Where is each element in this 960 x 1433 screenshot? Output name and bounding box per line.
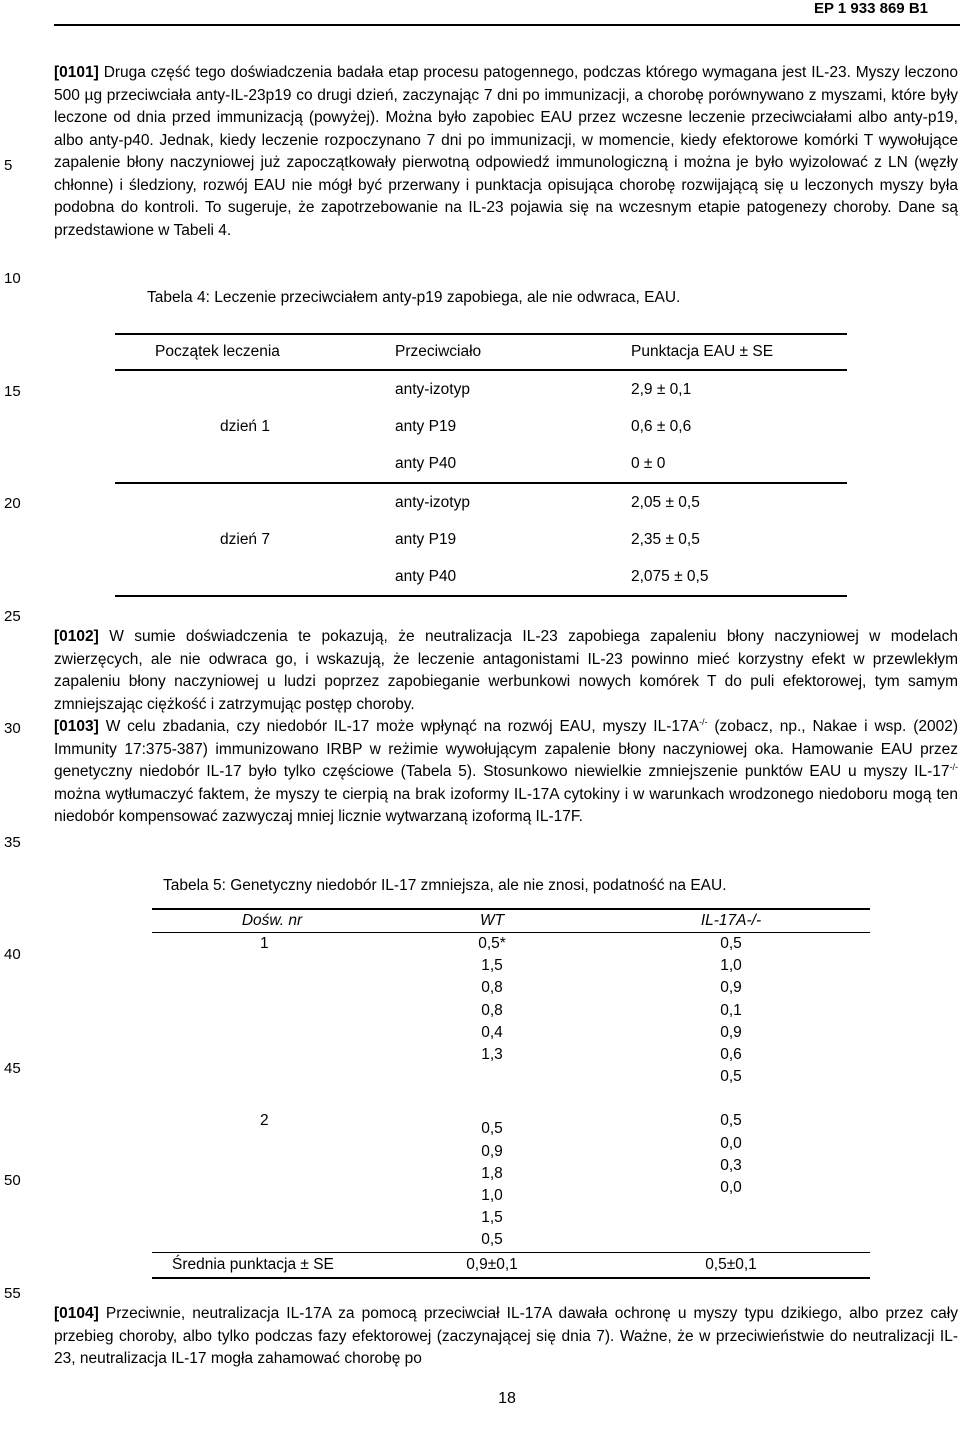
summary-ko: 0,5±0,1 — [592, 1252, 870, 1278]
wt-values: 0,5 0,9 1,8 1,0 1,5 0,5 — [481, 1120, 503, 1249]
score-cell: 2,9 ± 0,1 — [631, 380, 692, 398]
paragraph-number: [0101] — [54, 64, 99, 81]
column-header: WT — [392, 909, 592, 933]
superscript: -/- — [698, 716, 708, 727]
paragraph-text: W sumie doświadczenia te pokazują, że neutralizacja IL-23 zapobiega zapaleniu błony naczyniowej w modelach zwierzęcych, ale nie odwraca go, i wskazują, że leczenie antagonistami IL-23 powinno mieć korzystny efekt w przewlekłym zapaleniu błony naczyniowej u ludzi poprzez zapobieganie werbunkowi nowych komórek T do puli efektorowej, tym samym zmniejszając ciężkość i zatrzymując postęp choroby. — [54, 628, 958, 713]
superscript: -/- — [949, 761, 958, 772]
paragraph-text: (zobacz, np., Nakae i wsp. (2002) Immunity 17:375-387) immunizowano IRBP w reżimie wywołującym zapalenie błony naczyniowej oka. Hamowanie EAU przez genetyczny niedobór IL-17 było tylko częściowe (Tabela 5). Stosunkowo niewielkie zmniejszenie punktów EAU u myszy IL-17 — [54, 718, 958, 780]
treatment-start: dzień 7 — [220, 530, 270, 548]
score-cell: 2,35 ± 0,5 — [631, 530, 700, 548]
paragraph-text: Druga część tego doświadczenia badała etap procesu patogennego, podczas którego wymagana jest IL-23. Myszy leczono 500 µg przeciwciała anty-IL-23p19 co drugi dzień, zaczynając 7 dni po immunizacji, a chorobę porównywano z myszami, które były leczone od dnia przed immunizacją (powyżej). Można było zapobiec EAU przez wczesne leczenie przeciwciałami albo anty-p19, albo anty-p40. Jednak, kiedy leczenie rozpoczynano 7 dni po immunizacji, w momencie, kiedy efektorowe komórki T wywołujące zapalenie błony naczyniowej już zapoczątkowały pierwotną odpowiedź immunologiczną i można je było wyizolować z LN (węzły chłonne) i śledziony, rozwój EAU nie mógł być przerwany i punktacja opisująca chorobę rozwijającą się u leczonych myszy była podobna do kontroli. To sugeruje, że zapotrzebowanie na IL-23 pojawia się na wczesnym etapie patogenezy choroby. Dane są przedstawione w Tabeli 4. — [54, 64, 958, 239]
paragraph-0103 — [54, 716, 958, 829]
header-rule — [54, 24, 960, 26]
table-row — [115, 370, 847, 408]
treatment-start: dzień 1 — [220, 417, 270, 435]
experiment-number: 1 — [260, 935, 269, 952]
paragraph-text: można wytłumaczyć faktem, że myszy te cierpią na brak izoformy IL-17A cytokiny i w warunkach wrodzonego niedoboru mogą ten niedobór kompensować zazwyczaj mniej licznie wytwarzaną izoformą IL-17F. — [54, 785, 958, 825]
score-cell: 2,05 ± 0,5 — [631, 493, 700, 511]
summary-wt: 0,9±0,1 — [392, 1252, 592, 1278]
line-number: 5 — [4, 157, 13, 174]
paragraph-text: Przeciwnie, neutralizacja IL-17A za pomocą przeciwciał IL-17A dawała ochronę u myszy typu dzikiego, albo przez cały przebieg choroby, albo tylko podczas fazy efektorowej (zaczynającej się dnia 7). Ważne, że w przeciwieństwie do neutralizacji IL-23, neutralizacja IL-17 mogła zahamować chorobę po — [54, 1305, 958, 1367]
table-row — [152, 933, 870, 1089]
line-number: 20 — [4, 495, 21, 512]
paragraph-0101 — [54, 62, 958, 242]
column-header: IL-17A-/- — [592, 909, 870, 933]
antibody-cell: anty P19 — [395, 530, 457, 548]
table-4-caption: Tabela 4: Leczenie przeciwciałem anty-p19 zapobiega, ale nie odwraca, EAU. — [147, 289, 681, 306]
ko-values: 0,5 0,0 0,3 0,0 — [720, 1112, 742, 1197]
score-cell: 0 ± 0 — [631, 445, 847, 483]
table-4 — [115, 333, 847, 597]
antibody-cell: anty P40 — [395, 558, 631, 596]
line-number: 35 — [4, 834, 21, 851]
wt-values: 0,5* 1,5 0,8 0,8 0,4 1,3 — [478, 935, 506, 1064]
column-header: Punktacja EAU ± SE — [631, 334, 847, 370]
table-header-row — [115, 334, 847, 370]
antibody-cell: anty P40 — [395, 445, 631, 483]
ko-values: 0,5 1,0 0,9 0,1 0,9 0,6 0,5 — [720, 935, 742, 1086]
summary-row — [152, 1252, 870, 1278]
line-number: 50 — [4, 1172, 21, 1189]
paragraph-text: W celu zbadania, czy niedobór IL-17 może wpłynąć na rozwój EAU, myszy IL-17A — [105, 718, 699, 735]
column-header: Przeciwciało — [395, 334, 631, 370]
paragraph-0104 — [54, 1303, 958, 1371]
patent-number: EP 1 933 869 B1 — [814, 0, 928, 17]
line-number: 40 — [4, 946, 21, 963]
line-number: 15 — [4, 383, 21, 400]
table-5 — [152, 908, 870, 1279]
antibody-cell: anty-izotyp — [395, 380, 470, 398]
summary-label: Średnia punktacja ± SE — [152, 1252, 392, 1278]
column-header: Początek leczenia — [115, 334, 395, 370]
antibody-cell: anty-izotyp — [395, 493, 470, 511]
table-header-row — [152, 909, 870, 933]
antibody-cell: anty P19 — [395, 417, 457, 435]
table-row — [115, 483, 847, 521]
page-number: 18 — [498, 1390, 516, 1407]
line-number: 10 — [4, 270, 21, 287]
line-number: 55 — [4, 1285, 21, 1302]
line-number: 30 — [4, 720, 21, 737]
line-number: 25 — [4, 608, 21, 625]
table-5-caption: Tabela 5: Genetyczny niedobór IL-17 zmniejsza, ale nie znosi, podatność na EAU. — [163, 877, 727, 894]
score-cell: 2,075 ± 0,5 — [631, 558, 847, 596]
score-cell: 0,6 ± 0,6 — [631, 417, 692, 435]
paragraph-number: [0103] — [54, 718, 99, 735]
experiment-number: 2 — [260, 1112, 269, 1130]
table-row — [152, 1088, 870, 1252]
paragraph-number: [0102] — [54, 628, 99, 645]
line-number: 45 — [4, 1060, 21, 1077]
paragraph-number: [0104] — [54, 1305, 99, 1322]
column-header: Dośw. nr — [152, 909, 392, 933]
paragraph-0102 — [54, 626, 958, 716]
